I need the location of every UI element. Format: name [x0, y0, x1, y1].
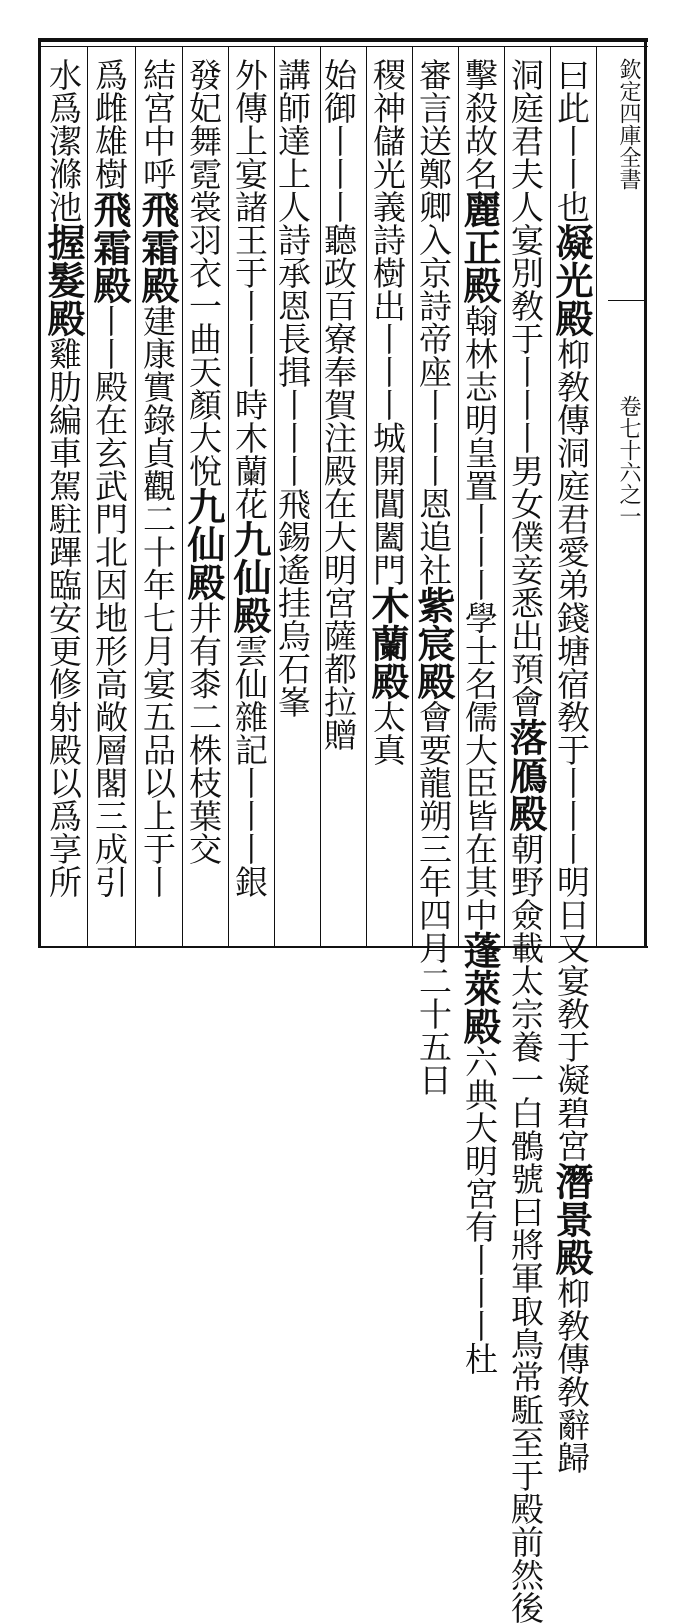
annotation-text: 枊敎傳洞庭君愛弟錢塘宿敎于丨丨丨明日又宴敎于凝碧宮 — [552, 337, 591, 1162]
hall-heading: 麗正殿 — [457, 190, 502, 304]
hall-heading: 九仙殿 — [181, 487, 226, 601]
hall-heading: 落鴈殿 — [503, 718, 548, 832]
column-text — [549, 58, 594, 1474]
annotation-text: 曰此丨丨也 — [552, 58, 591, 223]
annotation-text: 雲仙雜記丨丨丨銀 — [230, 634, 269, 898]
annotation-text: 雞肋編車駕駐蹕臨安更修射殿以爲享所 — [44, 337, 83, 898]
annotation-text: 枊敎傳敎辭歸 — [552, 1276, 591, 1474]
text-column — [227, 58, 280, 948]
column-text — [457, 58, 502, 1375]
left-border — [38, 38, 41, 948]
annotation-text: 六典大明宮有丨丨丨杜 — [460, 1045, 499, 1375]
annotation-text: 建康實錄貞觀二十年七月宴五品以上于丨 — [138, 304, 177, 898]
hall-heading: 飛霜殿 — [135, 190, 180, 304]
annotation-text: 結宮中呼 — [138, 58, 177, 190]
annotation-text: 水爲潔滌池 — [44, 58, 83, 223]
hall-heading: 木蘭殿 — [365, 586, 410, 700]
column-text — [41, 58, 86, 898]
annotation-text: 會要龍朔三年四月二十五日 — [414, 700, 453, 1096]
hall-heading: 握髮殿 — [41, 223, 86, 337]
text-column — [411, 58, 464, 1096]
column-text — [135, 58, 180, 898]
annotation-text: 翰林志明皇置丨丨丨學士名儒大臣皆在其中 — [460, 304, 499, 931]
right-border — [644, 38, 647, 948]
text-column — [181, 58, 234, 948]
text-column — [273, 58, 326, 948]
text-column — [135, 58, 188, 948]
hall-heading: 潛景殿 — [549, 1162, 594, 1276]
text-column — [87, 58, 140, 948]
text-column — [41, 58, 94, 948]
annotation-text: 稷神儲光義詩樹出丨丨丨城開閶闔門 — [368, 58, 407, 586]
annotation-text: 井有桼二株枝葉交 — [184, 601, 223, 865]
text-column — [549, 58, 602, 1474]
annotation-text: 發妃舞霓裳羽衣一曲天顏大悅 — [184, 58, 223, 487]
text-column — [503, 58, 556, 1624]
annotation-text: 爲雌雄樹 — [90, 58, 129, 190]
annotation-text: 外傳上宴諸王于丨丨丨時木蘭花 — [230, 58, 269, 520]
text-column — [365, 58, 418, 948]
column-text — [411, 58, 456, 1096]
column-text — [273, 58, 312, 718]
hall-heading: 九仙殿 — [227, 520, 272, 634]
text-column — [319, 58, 372, 948]
column-text — [365, 58, 410, 766]
book-header: 欽定四庫全書 — [616, 58, 641, 190]
column-text — [503, 58, 548, 1624]
margin-fish-tail — [608, 300, 644, 301]
annotation-text: 擊殺故名 — [460, 58, 499, 190]
column-text — [227, 58, 272, 898]
annotation-text: 太真 — [368, 700, 407, 766]
annotation-text: 丨丨殿在玄武門北因地形高敞層閣三成引 — [90, 304, 129, 898]
annotation-text: 審言送鄭卿入京詩帝座丨丨丨恩追社 — [414, 58, 453, 586]
hall-heading: 紫宸殿 — [411, 586, 456, 700]
hall-heading: 蓬萊殿 — [457, 931, 502, 1045]
column-text — [87, 58, 132, 898]
annotation-text: 講師達上人詩承恩長揖丨丨丨飛錫遙挂烏石峯 — [273, 58, 312, 718]
column-text — [181, 58, 226, 865]
volume-label: 卷七十六之一 — [616, 395, 641, 527]
annotation-text: 朝野僉載太宗養一白鶻號曰將軍取鳥常駈至于殿前然後 — [506, 832, 545, 1624]
annotation-text: 始御丨丨丨聽政百寮奉賀注殿在大明宮薩都拉贈 — [319, 58, 358, 751]
top-border-inner — [38, 46, 648, 47]
hall-heading: 飛霜殿 — [87, 190, 132, 304]
column-text — [319, 58, 358, 751]
annotation-text: 洞庭君夫人宴別敎于丨丨丨男女僕妾悉出預會 — [506, 58, 545, 718]
top-border — [38, 38, 648, 42]
hall-heading: 凝光殿 — [549, 223, 594, 337]
text-column — [457, 58, 510, 1375]
